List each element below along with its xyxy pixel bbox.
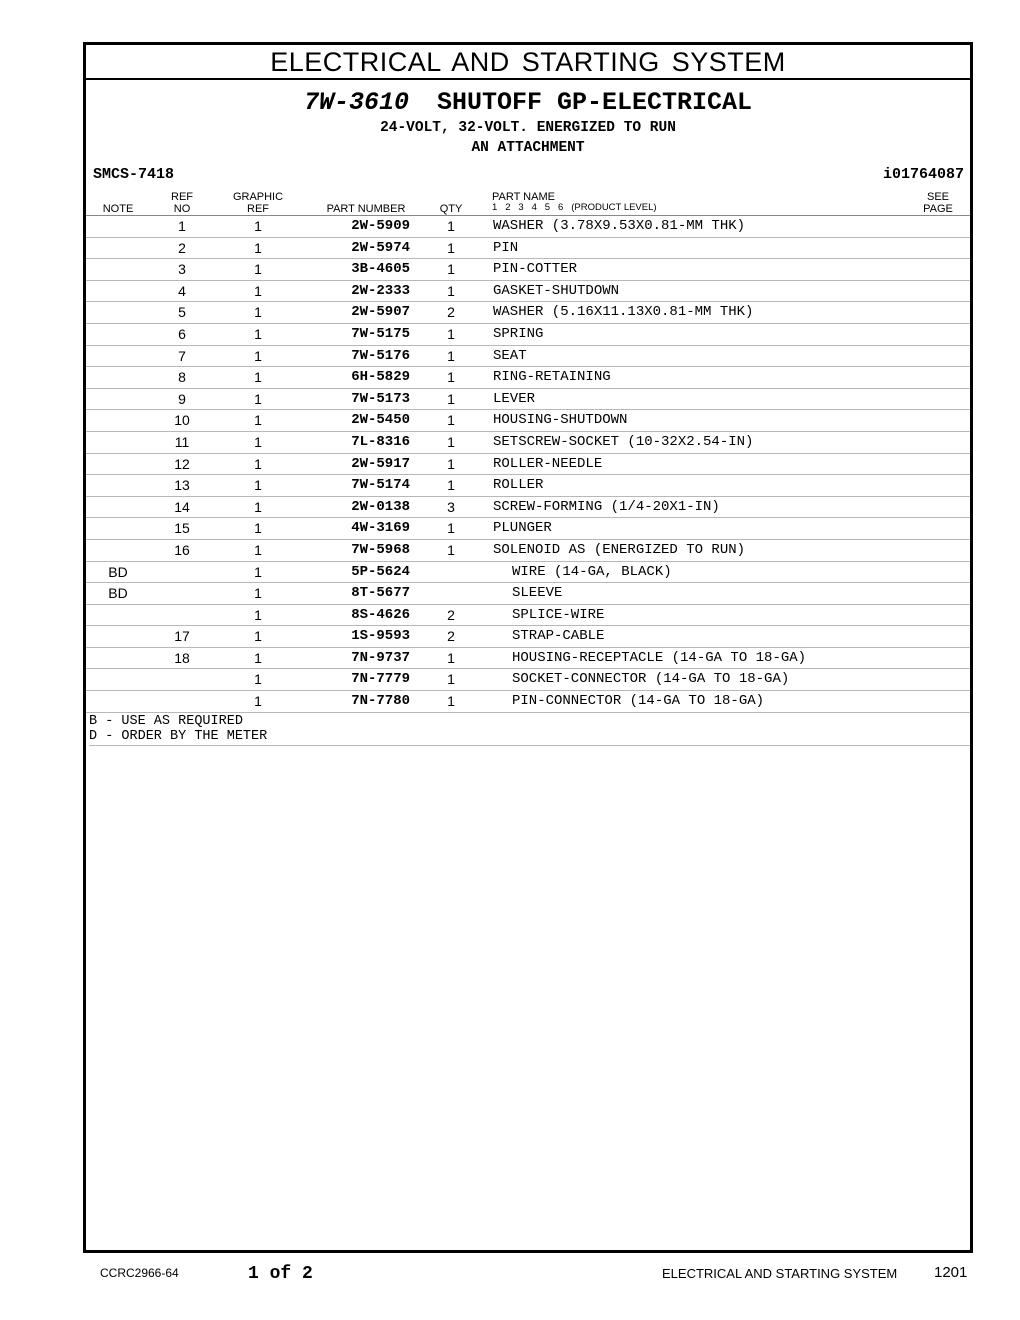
part-name-cell: LEVER bbox=[493, 390, 536, 407]
qty-cell: 1 bbox=[447, 261, 455, 278]
illustration-id: i01764087 bbox=[882, 166, 964, 183]
part-name-cell: HOUSING-SHUTDOWN bbox=[493, 412, 628, 429]
part-number-cell: 7L-8316 bbox=[351, 433, 410, 450]
graphic-ref-cell: 1 bbox=[254, 498, 262, 515]
table-row bbox=[86, 583, 970, 605]
ref-no-cell: 5 bbox=[178, 304, 186, 321]
ref-no-cell: 14 bbox=[174, 498, 190, 515]
table-row bbox=[86, 454, 970, 476]
part-name-cell: RING-RETAINING bbox=[493, 369, 611, 386]
part-number-cell: 2W-2333 bbox=[351, 282, 410, 299]
table-row bbox=[86, 367, 970, 389]
graphic-ref-cell: 1 bbox=[254, 585, 262, 602]
qty-cell: 1 bbox=[447, 218, 455, 234]
header-see-top: SEE bbox=[926, 191, 949, 203]
group-name: SHUTOFF GP-ELECTRICAL bbox=[436, 88, 753, 117]
qty-cell: 1 bbox=[447, 282, 455, 299]
part-name-cell: SLEEVE bbox=[512, 585, 563, 602]
part-name-cell: GASKET-SHUTDOWN bbox=[493, 282, 620, 299]
part-name-cell: SOLENOID AS (ENERGIZED TO RUN) bbox=[493, 541, 746, 558]
header-graphic-top: GRAPHIC bbox=[232, 191, 284, 203]
qty-cell: 1 bbox=[447, 390, 455, 407]
graphic-ref-cell: 1 bbox=[254, 455, 262, 472]
qty-cell: 1 bbox=[447, 369, 455, 386]
header-part-name: PART NAME bbox=[492, 191, 555, 203]
qty-cell: 1 bbox=[447, 693, 455, 710]
table-row bbox=[86, 540, 970, 562]
part-number-cell: 4W-3169 bbox=[351, 520, 410, 537]
ref-no-cell: 15 bbox=[174, 520, 190, 537]
qty-cell: 1 bbox=[447, 433, 455, 450]
graphic-ref-cell: 1 bbox=[254, 282, 262, 299]
part-name-cell: ROLLER bbox=[493, 477, 544, 494]
table-row bbox=[86, 691, 970, 713]
part-number-cell: 2W-5917 bbox=[351, 455, 410, 472]
graphic-ref-cell: 1 bbox=[254, 325, 262, 342]
part-name-cell: SETSCREW-SOCKET (10-32X2.54-IN) bbox=[493, 433, 754, 450]
part-number-cell: 8S-4626 bbox=[351, 606, 410, 623]
part-number-cell: 7N-9737 bbox=[351, 649, 410, 666]
table-row bbox=[86, 648, 970, 670]
page-frame bbox=[83, 42, 973, 1253]
footer-page-number: 1201 bbox=[934, 1264, 968, 1281]
header-ref bbox=[162, 191, 202, 215]
table-row bbox=[86, 432, 970, 454]
ref-no-cell: 10 bbox=[174, 412, 190, 429]
graphic-ref-cell: 1 bbox=[254, 261, 262, 278]
group-subtitle-1: 24-VOLT, 32-VOLT. ENERGIZED TO RUN bbox=[380, 120, 676, 136]
table-row bbox=[86, 389, 970, 411]
part-number-cell: 8T-5677 bbox=[351, 585, 410, 602]
table-row bbox=[86, 626, 970, 648]
ref-no-cell: 8 bbox=[178, 369, 186, 386]
header-graphic-ref bbox=[228, 191, 288, 215]
part-number-cell: 7W-5175 bbox=[351, 325, 410, 342]
note-line: B - USE AS REQUIRED bbox=[89, 713, 243, 729]
table-row bbox=[86, 216, 970, 238]
ref-no-cell: 18 bbox=[174, 649, 190, 666]
graphic-ref-cell: 1 bbox=[254, 433, 262, 450]
group-title bbox=[86, 89, 970, 117]
ref-no-cell: 4 bbox=[178, 282, 186, 299]
qty-cell: 2 bbox=[447, 628, 455, 645]
group-number: 7W-3610 bbox=[303, 88, 409, 117]
table-row bbox=[86, 562, 970, 584]
part-number-cell: 1S-9593 bbox=[351, 628, 410, 645]
part-number-cell: 7N-7779 bbox=[351, 671, 410, 688]
graphic-ref-cell: 1 bbox=[254, 693, 262, 710]
part-number-cell: 2W-5974 bbox=[351, 239, 410, 256]
note-line: D - ORDER BY THE METER bbox=[89, 728, 268, 744]
part-name-cell: SPLICE-WIRE bbox=[512, 606, 605, 623]
part-name-cell: PIN bbox=[493, 239, 519, 256]
part-name-cell: PLUNGER bbox=[493, 520, 552, 537]
part-number-cell: 2W-5909 bbox=[351, 218, 410, 234]
part-name-cell: HOUSING-RECEPTACLE (14-GA TO 18-GA) bbox=[512, 649, 807, 666]
graphic-ref-cell: 1 bbox=[254, 520, 262, 537]
part-number-cell: 7N-7780 bbox=[351, 693, 410, 710]
graphic-ref-cell: 1 bbox=[254, 347, 262, 364]
table-row bbox=[86, 518, 970, 540]
part-number-cell: 2W-0138 bbox=[351, 498, 410, 515]
part-number-cell: 2W-5907 bbox=[351, 304, 410, 321]
qty-cell: 1 bbox=[447, 649, 455, 666]
part-name-cell: SOCKET-CONNECTOR (14-GA TO 18-GA) bbox=[512, 671, 790, 688]
part-number-cell: 7W-5176 bbox=[351, 347, 410, 364]
table-row bbox=[86, 238, 970, 260]
group-subtitle-2: AN ATTACHMENT bbox=[471, 140, 585, 156]
ref-no-cell: 12 bbox=[174, 455, 190, 472]
header-ref-bottom: NO bbox=[173, 203, 191, 215]
table-row bbox=[86, 324, 970, 346]
header-product-levels: 1 2 3 4 5 6 (PRODUCT LEVEL) bbox=[492, 202, 657, 213]
part-number-cell: 2W-5450 bbox=[351, 412, 410, 429]
graphic-ref-cell: 1 bbox=[254, 563, 262, 580]
graphic-ref-cell: 1 bbox=[254, 541, 262, 558]
parts-table bbox=[86, 216, 970, 713]
part-number-cell: 7W-5968 bbox=[351, 541, 410, 558]
qty-cell: 3 bbox=[447, 498, 455, 515]
ref-no-cell: 6 bbox=[178, 325, 186, 342]
header-part-number: PART NUMBER bbox=[326, 203, 406, 215]
table-row bbox=[86, 302, 970, 324]
footer-doc-id: CCRC2966-64 bbox=[100, 1266, 179, 1280]
footer-page-of: 1 of 2 bbox=[248, 1264, 313, 1284]
part-name-cell: SPRING bbox=[493, 325, 544, 342]
notes-block bbox=[89, 714, 970, 746]
note-cell: BD bbox=[108, 585, 128, 602]
note-cell: BD bbox=[108, 563, 128, 580]
footer-section: ELECTRICAL AND STARTING SYSTEM bbox=[662, 1266, 898, 1281]
qty-cell: 1 bbox=[447, 671, 455, 688]
graphic-ref-cell: 1 bbox=[254, 218, 262, 234]
header-note: NOTE bbox=[102, 203, 134, 215]
part-name-cell: ROLLER-NEEDLE bbox=[493, 455, 603, 472]
part-number-cell: 5P-5624 bbox=[351, 563, 410, 580]
qty-cell: 1 bbox=[447, 520, 455, 537]
part-name-cell: SCREW-FORMING (1/4-20X1-IN) bbox=[493, 498, 720, 515]
graphic-ref-cell: 1 bbox=[254, 628, 262, 645]
graphic-ref-cell: 1 bbox=[254, 369, 262, 386]
table-row bbox=[86, 475, 970, 497]
graphic-ref-cell: 1 bbox=[254, 239, 262, 256]
ref-no-cell: 3 bbox=[178, 261, 186, 278]
table-row bbox=[86, 281, 970, 303]
part-name-cell: PIN-CONNECTOR (14-GA TO 18-GA) bbox=[512, 693, 765, 710]
ref-no-cell: 1 bbox=[178, 218, 186, 234]
qty-cell: 1 bbox=[447, 239, 455, 256]
graphic-ref-cell: 1 bbox=[254, 649, 262, 666]
part-name-cell: PIN-COTTER bbox=[493, 261, 578, 278]
ref-no-cell: 16 bbox=[174, 541, 190, 558]
qty-cell: 1 bbox=[447, 412, 455, 429]
header-qty: QTY bbox=[439, 203, 463, 215]
smcs-code: SMCS-7418 bbox=[93, 166, 175, 183]
qty-cell: 1 bbox=[447, 347, 455, 364]
qty-cell: 2 bbox=[447, 304, 455, 321]
table-row bbox=[86, 259, 970, 281]
header-see-page bbox=[918, 191, 958, 215]
part-name-cell: WIRE (14-GA, BLACK) bbox=[512, 563, 672, 580]
ref-no-cell: 2 bbox=[178, 239, 186, 256]
graphic-ref-cell: 1 bbox=[254, 477, 262, 494]
table-row bbox=[86, 497, 970, 519]
header-ref-top: REF bbox=[171, 191, 193, 203]
ref-no-cell: 7 bbox=[178, 347, 186, 364]
ref-no-cell: 13 bbox=[174, 477, 190, 494]
ref-no-cell: 9 bbox=[178, 390, 186, 407]
graphic-ref-cell: 1 bbox=[254, 606, 262, 623]
part-name-cell: STRAP-CABLE bbox=[512, 628, 605, 645]
part-name-cell: WASHER (5.16X11.13X0.81-MM THK) bbox=[493, 304, 754, 321]
part-number-cell: 7W-5173 bbox=[351, 390, 410, 407]
part-number-cell: 7W-5174 bbox=[351, 477, 410, 494]
qty-cell: 1 bbox=[447, 325, 455, 342]
qty-cell: 1 bbox=[447, 541, 455, 558]
graphic-ref-cell: 1 bbox=[254, 390, 262, 407]
header-graphic-bottom: REF bbox=[247, 203, 269, 215]
qty-cell: 1 bbox=[447, 477, 455, 494]
graphic-ref-cell: 1 bbox=[254, 671, 262, 688]
part-number-cell: 6H-5829 bbox=[351, 369, 410, 386]
part-number-cell: 3B-4605 bbox=[351, 261, 410, 278]
table-row bbox=[86, 669, 970, 691]
graphic-ref-cell: 1 bbox=[254, 412, 262, 429]
part-name-cell: SEAT bbox=[493, 347, 527, 364]
table-row bbox=[86, 605, 970, 627]
graphic-ref-cell: 1 bbox=[254, 304, 262, 321]
qty-cell: 1 bbox=[447, 455, 455, 472]
ref-no-cell: 17 bbox=[174, 628, 190, 645]
qty-cell: 2 bbox=[447, 606, 455, 623]
header-see-bottom: PAGE bbox=[923, 203, 953, 215]
table-row bbox=[86, 410, 970, 432]
part-name-cell: WASHER (3.78X9.53X0.81-MM THK) bbox=[493, 218, 746, 234]
ref-no-cell: 11 bbox=[174, 433, 190, 450]
section-title: ELECTRICAL AND STARTING SYSTEM bbox=[86, 45, 970, 80]
table-row bbox=[86, 346, 970, 368]
